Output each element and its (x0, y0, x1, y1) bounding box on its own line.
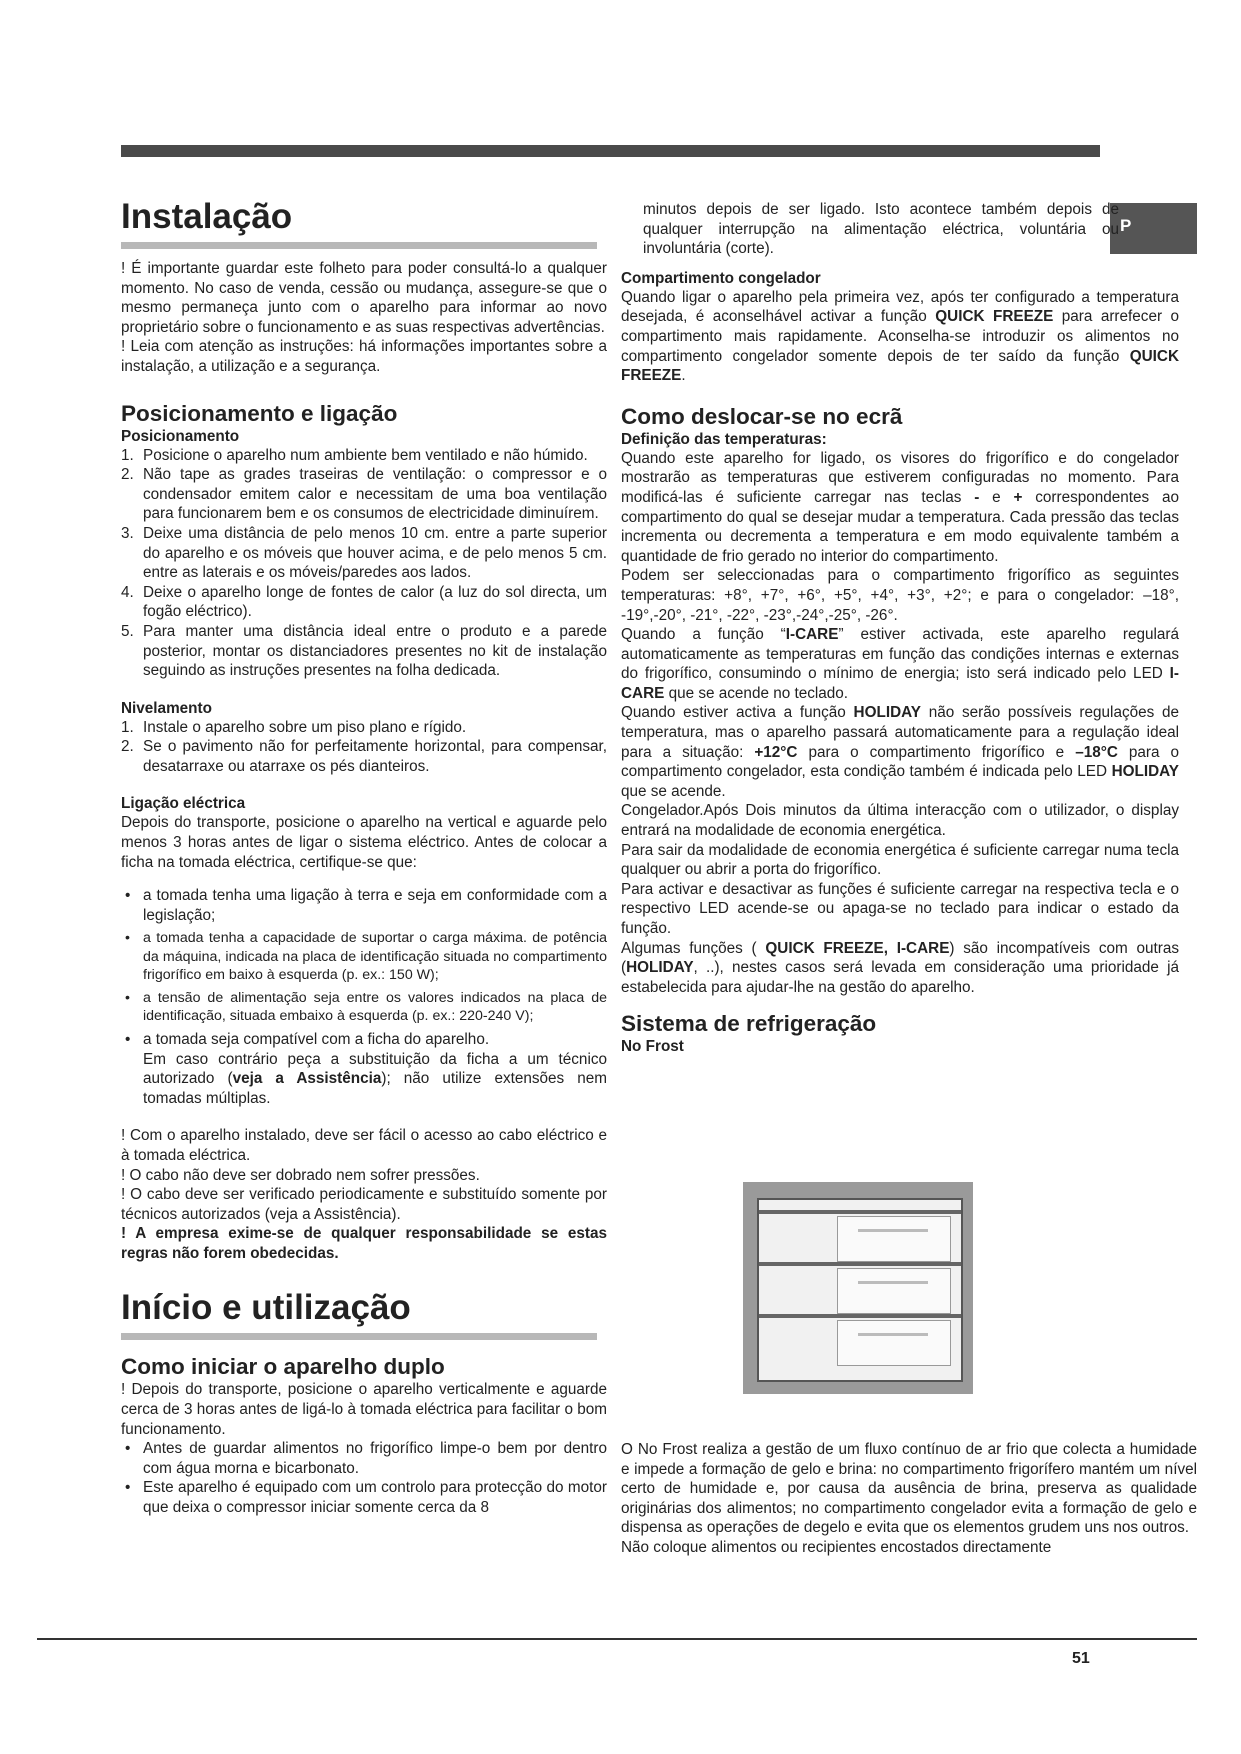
no-frost-last-line: Não coloque alimentos ou recipientes encostados directamente (621, 1538, 1052, 1556)
fridge-shelf (759, 1210, 961, 1214)
electrical-note: Em caso contrário peça a substituição da ficha a um técnico autorizado (veja a Assistência); não utilize extensões nem tomadas múltiplas. (143, 1050, 607, 1107)
electrical-checklist (121, 886, 607, 1049)
leveling-list (121, 718, 607, 777)
nav-paragraph-2: Podem ser seleccionadas para o compartimento frigorífico as seguintes temperaturas: +8°, +7°, +6°, +5°, +4°, +3°, +2°; e para o congelador: –18°, -19°,-20°, -21°, -22°, -23°,-24°,-25°, -26°. (621, 567, 1179, 624)
list-item: 1. Posicione o aparelho num ambiente bem ventilado e não húmido. (121, 446, 588, 464)
nav-paragraph-7: Para activar e desactivar as funções é suficiente carregar na respectiva tecla e o respectivo LED acende-se ou apaga-se no teclado para indicar o estado da função. (621, 880, 1179, 937)
installation-title: Instalação (121, 196, 597, 249)
electrical-paragraph: Depois do transporte, posicione o aparelho na vertical e aguarde pelo menos 3 horas antes de ligar o sistema eléctrico. Antes de colocar a ficha na tomada eléctrica, certifique-se que: (121, 814, 607, 871)
left-column (121, 196, 607, 1518)
temperature-subtitle: Definição das temperaturas: (621, 430, 827, 448)
fridge-compartment (757, 1198, 963, 1382)
warning-3: ! O cabo deve ser verificado periodicamente e substituído somente por técnicos autorizados (veja a Assistência). (121, 1186, 607, 1223)
page-number: 51 (1072, 1650, 1090, 1667)
nav-paragraph-3: Quando a função “I-CARE” estiver activada, este aparelho regulará automaticamente as temperaturas em função das condições internas e externas do frigorífico, consumindo o mínimo de energia; isto será indicado pelo LED I-CARE que se acende no teclado. (621, 626, 1179, 702)
list-item: 5. Para manter uma distância ideal entre o produto e a parede posterior, montar os distanciadores presentes no kit de instalação seguindo as instruções presentes na folha dedicada. (121, 622, 607, 680)
no-frost-subtitle: No Frost (621, 1038, 684, 1056)
start-dual-title: Como iniciar o aparelho duplo (121, 1354, 445, 1380)
cooling-system-title: Sistema de refrigeração (621, 1011, 877, 1037)
list-item: • a tomada seja compatível com a ficha do aparelho. (125, 1030, 490, 1048)
positioning-list (121, 446, 607, 681)
fridge-drawer (837, 1216, 951, 1262)
list-item: • a tomada tenha a capacidade de suportar o carga máxima. de potência da máquina, indicada na placa de identificação situada no compartimento frigorífico em baixo à esquerda (p. ex.: 150 W); (125, 930, 607, 984)
list-item: • a tensão de alimentação seja entre os valores indicados na placa de identificação, situada embaixo à esquerda (p. ex.: 220-240 V); (125, 989, 607, 1025)
no-frost-paragraph: O No Frost realiza a gestão de um fluxo contínuo de ar frio que colecta a humidade e impede a formação de gelo e brina: no compartimento frigorífero mantém um nível certo de humidade e, por causa da ausência de brina, preserva as qualidade originárias dos alimentos; no compartimento congelador evita a formação de gelo e dispensa as operações de degelo e evita que os elementos grudem uns nos outros. (621, 1441, 1197, 1537)
fridge-shelf (759, 1262, 961, 1266)
warning-4: ! A empresa exime-se de qualquer responsabilidade se estas regras não forem obedecidas. (121, 1225, 607, 1262)
footer-rule (37, 1638, 1197, 1640)
fridge-shelf (759, 1314, 961, 1318)
list-item: 2. Não tape as grades traseiras de ventilação: o compressor e o condensador emitem calor e necessitam de uma boa ventilação para funcionarem bem e os consumos de electricidade diminuírem. (121, 466, 607, 523)
list-item: • a tomada tenha uma ligação à terra e seja em conformidade com a legislação; (125, 887, 607, 924)
list-item: 3. Deixe uma distância de pelo menos 10 cm. entre a parte superior do aparelho e os móveis que houver acima, e de pelo menos 5 cm. entre as laterais e os móveis/paredes aos lados. (121, 524, 607, 582)
list-item: • Este aparelho é equipado com um controlo para protecção do motor que deixa o compressor iniciar somente cerca da 8 (125, 1479, 607, 1517)
continued-paragraph: minutos depois de ser ligado. Isto acontece também depois de qualquer interrupção na alimentação eléctrica, voluntária ou involuntária (corte). (643, 201, 1119, 258)
header-rule (121, 145, 1100, 157)
nav-paragraph-6: Para sair da modalidade de economia energética é suficiente carregar numa tecla qualquer ou abrir a porta do frigorífico. (621, 841, 1179, 879)
navigation-title: Como deslocar-se no ecrã (621, 403, 903, 429)
intro-paragraph-1: ! É importante guardar este folheto para poder consultá-lo a qualquer momento. No caso de venda, cessão ou mudança, assegure-se que o mesmo permaneça junto com o aparelho para informar ao novo proprietário sobre o funcionamento e as suas respectivas advertências. (121, 260, 607, 336)
no-frost-section (621, 1440, 1197, 1558)
fridge-drawer (837, 1268, 951, 1314)
list-item: • Antes de guardar alimentos no frigorífico limpe-o bem por dentro com água morna e bicarbonato. (125, 1440, 607, 1477)
right-column (621, 200, 1179, 1056)
warning-1: ! Com o aparelho instalado, deve ser fácil o acesso ao cabo eléctrico e à tomada eléctrica. (121, 1127, 607, 1164)
fridge-interior-illustration (743, 1182, 973, 1394)
list-item: 1. Instale o aparelho sobre um piso plano e rígido. (121, 718, 467, 736)
freezer-subtitle: Compartimento congelador (621, 269, 821, 287)
warning-2: ! O cabo não deve ser dobrado nem sofrer pressões. (121, 1166, 480, 1184)
startup-title: Início e utilização (121, 1287, 597, 1340)
nav-paragraph-1: Quando este aparelho for ligado, os visores do frigorífico e do congelador mostrarão as temperaturas que estiverem configuradas no momento. Para modificá-las é suficiente carregar nas teclas - e + correspondentes ao compartimento do qual se desejar mudar a temperatura. Cada pressão das teclas incrementa ou decrementa a temperatura e em modo equivalente também a quantidade de frio gerado no interior do compartimento. (621, 449, 1179, 565)
list-item: 2. Se o pavimento não for perfeitamente horizontal, para compensar, desatarraxe ou atarraxe os pés dianteiros. (121, 738, 607, 775)
fridge-drawer (837, 1320, 951, 1366)
leveling-subtitle: Nivelamento (121, 699, 212, 717)
start-list (121, 1439, 607, 1517)
nav-paragraph-4: Quando estiver activa a função HOLIDAY não serão possíveis regulações de temperatura, mas o aparelho passará automaticamente para a regulação ideal para a situação: +12°C para o compartimento frigorífico e –18°C para o compartimento congelador, esta condição também é indicada pelo LED HOLIDAY que se acende. (621, 704, 1180, 800)
intro-paragraph-2: ! Leia com atenção as instruções: há informações importantes sobre a instalação, a utilização e a segurança. (121, 338, 607, 375)
language-tab-label: P (1120, 216, 1132, 235)
nav-paragraph-8: Algumas funções ( QUICK FREEZE, I-CARE) são incompatíveis com outras (HOLIDAY, ..), nestes casos será levada em consideração uma prioridade já estabelecida para ajudar-lhe na gestão do aparelho. (621, 939, 1180, 996)
freezer-paragraph: Quando ligar o aparelho pela primeira vez, após ter configurado a temperatura desejada, é aconselhável activar a função QUICK FREEZE para arrefecer o compartimento mais rapidamente. Aconselha-se introduzir os alimentos no compartimento congelador somente depois de ter saído da função QUICK FREEZE. (621, 288, 1179, 385)
electrical-subtitle: Ligação eléctrica (121, 795, 246, 813)
positioning-subtitle: Posicionamento (121, 427, 240, 445)
start-paragraph: ! Depois do transporte, posicione o aparelho verticalmente e aguarde cerca de 3 horas antes de ligá-lo à tomada eléctrica para facilitar o bom funcionamento. (121, 1381, 607, 1438)
nav-paragraph-5: Congelador.Após Dois minutos da última interacção com o utilizador, o display entrará na modalidade de economia energética. (621, 802, 1179, 840)
positioning-title: Posicionamento e ligação (121, 400, 398, 426)
list-item: 4. Deixe o aparelho longe de fontes de calor (a luz do sol directa, um fogão eléctrico). (121, 583, 607, 621)
